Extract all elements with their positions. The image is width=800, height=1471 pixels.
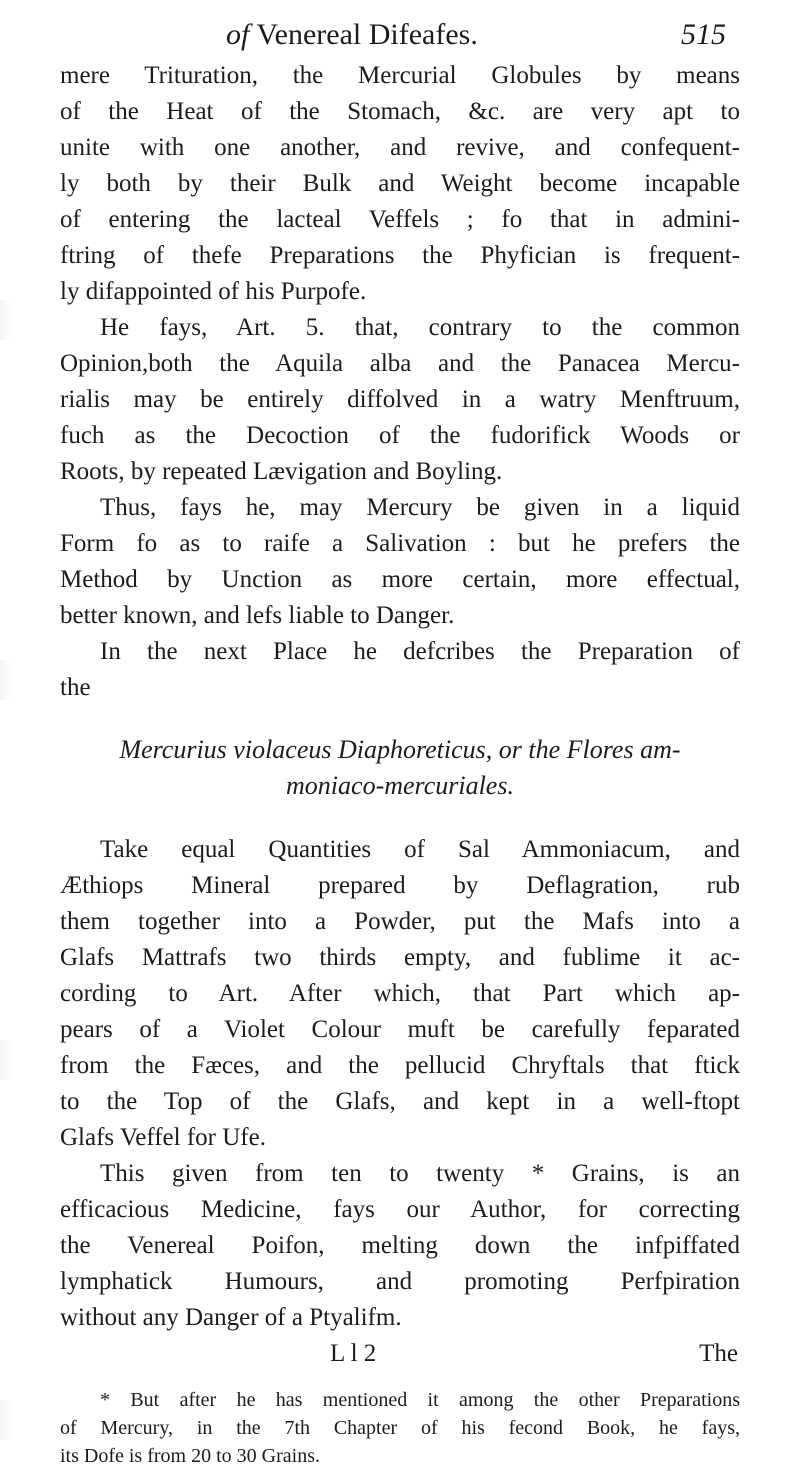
footnote-line: of Mercury, in the 7th Chapter of his fecond Book, he fays,: [60, 1417, 740, 1439]
page-gutter-shadow: [0, 0, 30, 1471]
footnote-line: * But after he has mentioned it among the other Preparations: [100, 1389, 740, 1411]
signature-mark: L l 2: [330, 1340, 377, 1367]
text-line: Glafs Mattrafs two thirds empty, and fublime it ac-: [60, 944, 740, 971]
text-line: ly difappointed of his Purpofe.: [60, 278, 367, 305]
text-line: Opinion,both the Aquila alba and the Panacea Mercu-: [60, 350, 740, 377]
text-line: Glafs Veffel for Ufe.: [60, 1124, 266, 1151]
text-line: the: [60, 674, 91, 701]
heading-line: moniaco-mercuriales.: [286, 771, 514, 800]
running-header: [60, 10, 740, 60]
footnote-line: its Dofe is from 20 to 30 Grains.: [60, 1445, 320, 1467]
text-line: Method by Unction as more certain, more effectual,: [60, 566, 740, 593]
text-line: of entering the lacteal Veffels ; fo that in admini-: [60, 206, 740, 233]
text-line: pears of a Violet Colour muft be carefully feparated: [60, 1016, 740, 1043]
heading-line: Mercurius violaceus Diaphoreticus, or the Flores am-: [119, 735, 681, 764]
text-line: from the Fæces, and the pellucid Chryftals that ftick: [60, 1052, 740, 1079]
text-line: unite with one another, and revive, and confequent-: [60, 134, 740, 161]
text-line: Æthiops Mineral prepared by Deflagration, rub: [60, 872, 740, 899]
text-line: This given from ten to twenty * Grains, is an: [100, 1160, 740, 1187]
text-line: Roots, by repeated Lævigation and Boyling.: [60, 458, 503, 485]
catchword: The: [699, 1340, 738, 1367]
running-title: of Venereal Difeafes.: [226, 18, 478, 51]
text-line: mere Trituration, the Mercurial Globules by means: [60, 62, 740, 89]
text-line: better known, and lefs liable to Danger.: [60, 602, 455, 629]
text-line: cording to Art. After which, that Part which ap-: [60, 980, 740, 1007]
text-line: the Venereal Poifon, melting down the infpiffated: [60, 1232, 740, 1259]
text-line: lymphatick Humours, and promoting Perfpiration: [60, 1268, 740, 1295]
text-line: Take equal Quantities of Sal Ammoniacum, and: [100, 836, 740, 863]
text-line: fuch as the Decoction of the fudorifick Woods or: [60, 422, 740, 449]
page-number: 515: [681, 18, 726, 51]
text-line: of the Heat of the Stomach, &c. are very apt to: [60, 98, 740, 125]
text-line: Thus, fays he, may Mercury be given in a liquid: [100, 494, 740, 521]
text-line: In the next Place he defcribes the Preparation of: [100, 638, 740, 665]
text-line: Form fo as to raife a Salivation : but he prefers the: [60, 530, 740, 557]
text-line: ly both by their Bulk and Weight become incapable: [60, 170, 740, 197]
text-line: He fays, Art. 5. that, contrary to the common: [100, 314, 740, 341]
text-line: ftring of thefe Preparations the Phyfician is frequent-: [60, 242, 740, 269]
text-line: rialis may be entirely diffolved in a watry Menftruum,: [60, 386, 740, 413]
text-line: efficacious Medicine, fays our Author, for correcting: [60, 1196, 740, 1223]
text-line: without any Danger of a Ptyalifm.: [60, 1304, 402, 1331]
text-line: to the Top of the Glafs, and kept in a well-ftopt: [60, 1088, 740, 1115]
text-line: them together into a Powder, put the Mafs into a: [60, 908, 740, 935]
